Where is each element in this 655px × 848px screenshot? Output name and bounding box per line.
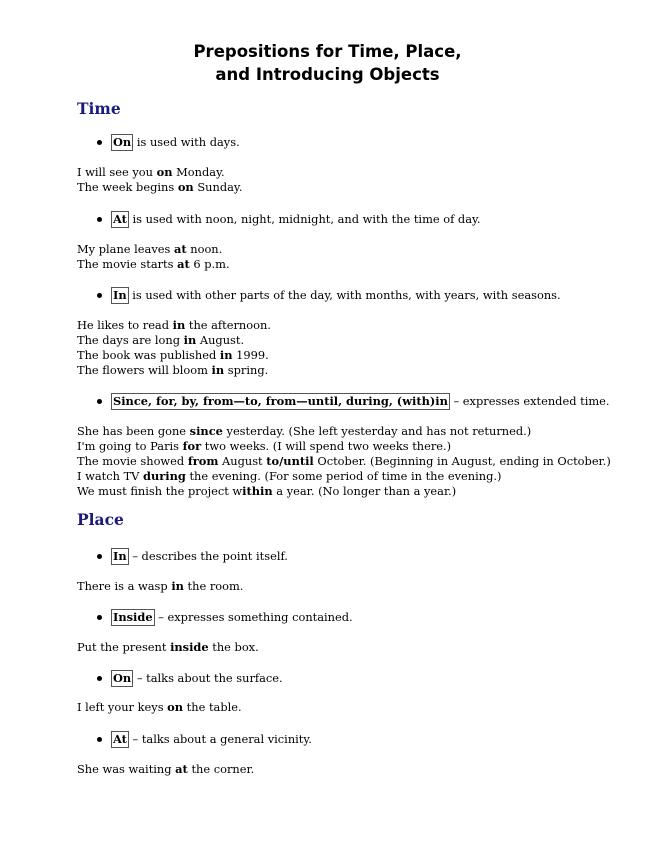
- example-text: yesterday. (She left yesterday and has not returned.): [222, 424, 532, 438]
- preposition-bold: at: [177, 257, 190, 271]
- term-description: – describes the point itself.: [128, 549, 288, 563]
- example-text: two weeks. (I will spend two weeks there.): [201, 439, 452, 453]
- preposition-bold: at: [175, 762, 188, 776]
- bullet-time-in: [97, 286, 561, 304]
- example-text: 1999.: [232, 348, 269, 362]
- preposition-bold: in: [171, 579, 184, 593]
- bullet-place-on: [97, 669, 283, 687]
- bullet-place-in: [97, 547, 288, 565]
- example-text: There is a wasp: [77, 579, 172, 593]
- example-line: [77, 348, 269, 363]
- preposition-bold: on: [167, 700, 184, 714]
- example-text: My plane leaves: [77, 242, 174, 256]
- term-description: – expresses something contained.: [154, 610, 353, 624]
- example-line: [77, 242, 222, 257]
- document-title-line-2: and Introducing Objects: [215, 65, 440, 84]
- example-text: August.: [196, 333, 245, 347]
- example-line: [77, 257, 230, 272]
- example-text: The days are long: [77, 333, 184, 347]
- document-title-line-1: Prepositions for Time, Place,: [193, 42, 462, 61]
- term-box: In: [113, 549, 127, 563]
- preposition-bold: in: [183, 333, 197, 347]
- example-line: [77, 762, 254, 777]
- term-box: On: [113, 671, 132, 685]
- example-line: [77, 333, 244, 348]
- term-box: At: [113, 732, 127, 746]
- example-line: [77, 454, 611, 469]
- example-line: [77, 579, 243, 594]
- example-text: The book was published: [77, 348, 220, 362]
- example-text: the afternoon.: [185, 318, 271, 332]
- term-description: is used with noon, night, midnight, and with the time of day.: [128, 212, 481, 226]
- bullet-place-at: [97, 730, 312, 748]
- example-text: She was waiting: [77, 762, 176, 776]
- bullet-time-extended: [97, 392, 610, 410]
- example-line: [77, 469, 501, 484]
- bullet-time-at: [97, 210, 481, 228]
- example-line: [77, 363, 268, 378]
- example-text: The movie starts: [77, 257, 178, 271]
- example-text: the table.: [183, 700, 242, 714]
- example-text: 6 p.m.: [189, 257, 230, 271]
- bullet-dot-icon: [97, 217, 102, 222]
- bullet-dot-icon: [97, 615, 102, 620]
- example-line: [77, 165, 225, 180]
- preposition-bold: on: [177, 180, 194, 194]
- example-text: the room.: [183, 579, 244, 593]
- example-line: [77, 180, 242, 195]
- term-box: On: [113, 135, 132, 149]
- example-text: The movie showed: [77, 454, 188, 468]
- section-heading-time: Time: [77, 99, 121, 118]
- example-text: a year. (No longer than a year.): [272, 484, 457, 498]
- example-line: [77, 439, 451, 454]
- term-description: – expresses extended time.: [449, 394, 610, 408]
- example-line: [77, 484, 456, 499]
- example-text: Sunday.: [193, 180, 243, 194]
- example-text: the box.: [208, 640, 259, 654]
- preposition-bold: from: [187, 454, 219, 468]
- example-text: Monday.: [172, 165, 225, 179]
- preposition-bold: for: [182, 439, 202, 453]
- example-line: [77, 700, 242, 715]
- term-description: is used with days.: [133, 135, 240, 149]
- example-text: Put the present: [77, 640, 171, 654]
- example-text: I left your keys: [77, 700, 168, 714]
- preposition-bold: inside: [170, 640, 209, 654]
- term-description: – talks about a general vicinity.: [128, 732, 312, 746]
- term-box: Since, for, by, from—to, from—until, during, (with)in: [113, 394, 448, 408]
- preposition-bold: ithin: [242, 484, 273, 498]
- bullet-dot-icon: [97, 554, 102, 559]
- preposition-bold: to/until: [266, 454, 314, 468]
- example-text: noon.: [186, 242, 223, 256]
- example-text: The week begins: [77, 180, 178, 194]
- preposition-bold: in: [211, 363, 225, 377]
- example-text: We must finish the project w: [77, 484, 243, 498]
- example-line: [77, 640, 259, 655]
- preposition-bold: on: [156, 165, 173, 179]
- example-text: the evening. (For some period of time in the evening.): [185, 469, 502, 483]
- example-text: He likes to read: [77, 318, 173, 332]
- example-text: October. (Beginning in August, ending in October.): [313, 454, 611, 468]
- example-line: [77, 424, 531, 439]
- example-text: spring.: [224, 363, 269, 377]
- term-description: – talks about the surface.: [133, 671, 283, 685]
- term-box: At: [113, 212, 127, 226]
- bullet-dot-icon: [97, 293, 102, 298]
- example-text: She has been gone: [77, 424, 190, 438]
- bullet-dot-icon: [97, 140, 102, 145]
- example-text: I'm going to Paris: [77, 439, 183, 453]
- bullet-place-inside: [97, 608, 353, 626]
- term-description: is used with other parts of the day, with months, with years, with seasons.: [128, 288, 561, 302]
- bullet-dot-icon: [97, 399, 102, 404]
- preposition-bold: in: [219, 348, 233, 362]
- preposition-bold: at: [173, 242, 187, 256]
- example-text: I watch TV: [77, 469, 144, 483]
- preposition-bold: since: [189, 424, 223, 438]
- example-text: I will see you: [77, 165, 157, 179]
- term-box: In: [113, 288, 127, 302]
- example-line: [77, 318, 271, 333]
- bullet-dot-icon: [97, 676, 102, 681]
- bullet-dot-icon: [97, 737, 102, 742]
- preposition-bold: during: [143, 469, 186, 483]
- example-text: the corner.: [187, 762, 255, 776]
- example-text: The flowers will bloom: [77, 363, 212, 377]
- term-box: Inside: [113, 610, 153, 624]
- bullet-time-on: [97, 133, 240, 151]
- preposition-bold: in: [172, 318, 186, 332]
- example-text: August: [218, 454, 267, 468]
- section-heading-place: Place: [77, 510, 124, 529]
